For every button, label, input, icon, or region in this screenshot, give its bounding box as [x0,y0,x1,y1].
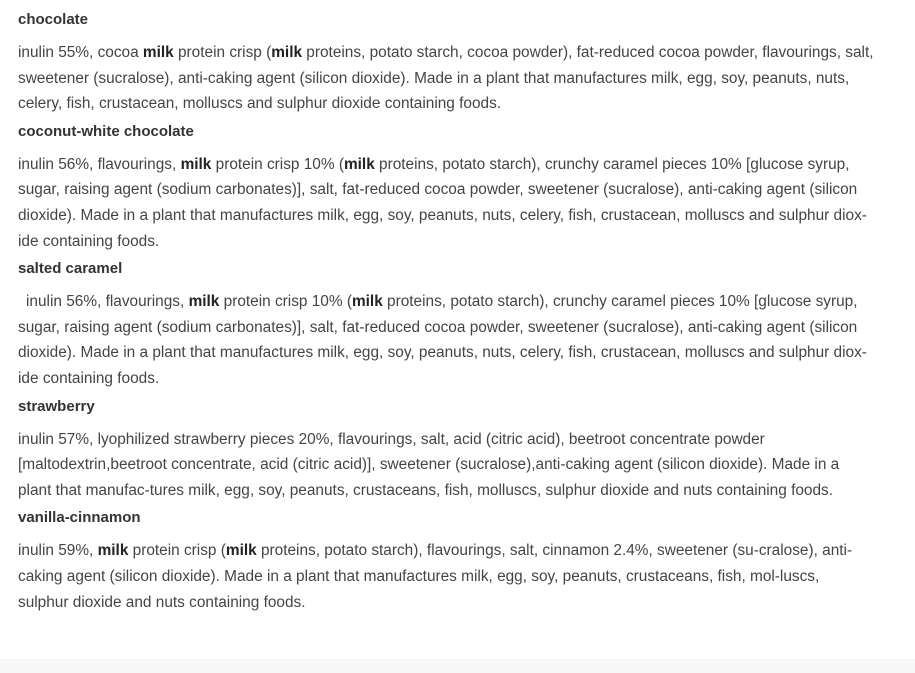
ingredient-text: [maltodextrin,beetroot concentrate, acid (citric acid)], sweetener (sucralose),anti-caking agent (silicon dioxide). Made in a [18,456,840,474]
allergen-highlight: milk [225,542,257,560]
ingredient-text: ide containing foods. [18,369,160,387]
bottom-band [0,659,915,673]
ingredient-text: proteins, potato starch), flavourings, salt, cinnamon 2.4%, sweetener (su-cralose), anti- [256,542,853,560]
ingredient-text: proteins, potato starch), crunchy caramel pieces 10% [glucose syrup, [374,155,850,173]
flavor-title: salted caramel [18,260,123,278]
flavor-section [18,508,915,615]
ingredients-text [18,152,915,254]
ingredient-text: protein crisp 10% ( [211,155,344,173]
ingredients-line [18,229,915,255]
ingredient-text: celery, fish, crustacean, molluscs and sulphur dioxide containing foods. [18,95,502,113]
allergen-highlight: milk [97,542,129,560]
ingredients-line [18,66,915,92]
flavor-section [18,122,915,254]
ingredient-text: sweetener (sucralose), anti-caking agent (silicon dioxide). Made in a plant that manufactures milk, egg, soy, peanuts, nuts, [18,69,850,87]
ingredient-text: sugar, raising agent (sodium carbonates)], salt, fat-reduced cocoa powder, sweetener (sucralose), anti-caking agent (silicon [18,318,858,336]
ingredient-text: sugar, raising agent (sodium carbonates)], salt, fat-reduced cocoa powder, sweetener (sucralose), anti-caking agent (silicon [18,181,858,199]
allergen-highlight: milk [180,155,212,173]
ingredients-line [18,478,915,504]
ingredient-text: dioxide). Made in a plant that manufactures milk, egg, soy, peanuts, nuts, celery, fish, crustacean, molluscs and sulphur diox- [18,344,867,362]
ingredient-text: plant that manufac-tures milk, egg, soy, peanuts, crustaceans, fish, molluscs, sulphur dioxide and nuts containing foods. [18,481,834,499]
flavor-title: strawberry [18,397,95,415]
ingredient-text: protein crisp ( [128,542,226,560]
ingredients-line [18,152,915,178]
flavor-section [18,259,915,391]
allergen-highlight: milk [351,293,383,311]
flavor-section [18,10,915,117]
ingredients-line [18,564,915,590]
ingredient-text: ide containing foods. [18,232,160,250]
ingredients-text [18,538,915,615]
ingredients-text [18,289,915,391]
allergen-highlight: milk [188,293,220,311]
allergen-highlight: milk [271,44,303,61]
ingredient-text: sulphur dioxide and nuts containing foods. [18,593,306,611]
ingredient-text: caking agent (silicon dioxide). Made in a plant that manufactures milk, egg, soy, peanuts, crustaceans, fish, mol-luscs, [18,567,820,585]
ingredients-line [18,340,915,366]
ingredient-text: dioxide). Made in a plant that manufactures milk, egg, soy, peanuts, nuts, celery, fish, crustacean, molluscs and sulphur diox- [18,206,867,224]
ingredients-line [18,427,915,453]
allergen-highlight: milk [343,155,375,173]
ingredients-text [18,427,915,504]
ingredients-line [18,315,915,341]
flavor-title: chocolate [18,11,89,28]
ingredients-line [18,40,915,66]
ingredient-text: proteins, potato starch), crunchy caramel pieces 10% [glucose syrup, [382,293,858,311]
ingredient-text: inulin 55%, cocoa [18,44,143,61]
ingredients-line [18,366,915,392]
flavor-title: coconut-white chocolate [18,122,194,140]
flavor-section [18,397,915,504]
ingredient-text: proteins, potato starch, cocoa powder), fat-reduced cocoa powder, flavourings, salt, [302,44,874,61]
flavor-title: vanilla-cinnamon [18,509,141,527]
ingredient-text: inulin 56%, flavourings, [18,155,181,173]
ingredients-line [18,590,915,616]
ingredient-text: protein crisp 10% ( [219,293,352,311]
ingredients-line [18,452,915,478]
ingredients-line [18,538,915,564]
ingredients-line [18,91,915,117]
ingredients-line [18,289,915,315]
flavor-list [18,10,915,615]
ingredient-text: inulin 59%, [18,542,98,560]
ingredient-text: inulin 56%, flavourings, [26,293,189,311]
ingredient-text: protein crisp ( [173,44,272,61]
ingredients-line [18,203,915,229]
allergen-highlight: milk [142,44,174,61]
ingredients-line [18,177,915,203]
ingredients-text [18,40,915,117]
ingredient-text: inulin 57%, lyophilized strawberry pieces 20%, flavourings, salt, acid (citric acid), beetroot concentrate powder [18,430,765,448]
